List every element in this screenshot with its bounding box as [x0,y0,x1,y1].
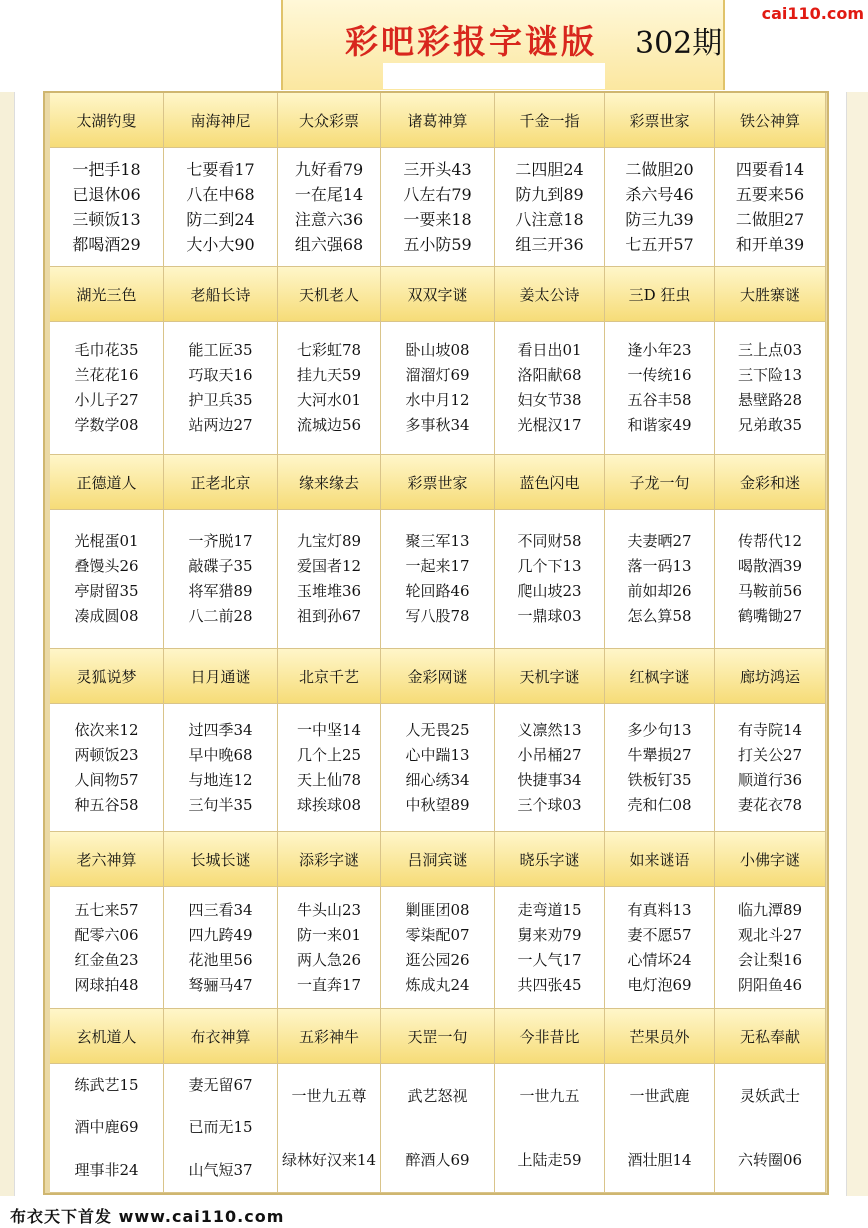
riddle-line: 炼成丸24 [405,975,470,994]
riddle-cell [495,322,605,455]
riddle-line: 天上仙78 [296,770,362,789]
column-header: 天机老人 [278,267,381,322]
column-header: 缘来缘去 [278,455,381,510]
riddle-line: 花池里56 [188,950,253,969]
riddle-line: 一齐脱17 [188,532,253,550]
column-header: 天机字谜 [495,649,605,704]
riddle-line: 一世九五尊 [291,1086,367,1105]
riddle-line: 依次来12 [74,720,139,739]
riddle-line: 一世武鹿 [629,1086,690,1105]
column-header: 太湖钓叟 [50,93,164,148]
riddle-line: 将军猎89 [188,582,253,600]
riddle-line: 八注意18 [515,210,584,229]
riddle-line: 与地连12 [188,770,253,789]
riddle-line: 一鼎球03 [517,607,582,625]
riddle-line: 灵妖武士 [739,1086,800,1105]
column-header: 今非昔比 [495,1009,605,1064]
column-header: 添彩字谜 [278,832,381,887]
riddle-line: 学数学08 [74,416,139,434]
riddle-line: 防二到24 [186,210,255,229]
riddle-cell [164,510,278,649]
riddle-line: 聚三军13 [405,532,470,550]
riddle-line: 悬壁路28 [737,391,803,409]
riddle-line: 马鞍前56 [737,582,803,600]
riddle-line: 牛犟损27 [627,745,692,764]
riddle-line: 五要来56 [735,185,805,204]
riddle-line: 杀六号46 [625,185,694,204]
column-header: 三D 狂虫 [605,267,715,322]
column-header: 长城长谜 [164,832,278,887]
riddle-line: 小吊桶27 [517,745,582,764]
riddle-line: 组六强68 [294,235,364,254]
riddle-line: 站两边27 [188,416,253,434]
riddle-cell [715,1064,826,1193]
riddle-line: 配零六06 [74,925,139,944]
column-header: 晓乐字谜 [495,832,605,887]
riddle-line: 有真料13 [627,900,692,919]
riddle-cell [381,148,495,267]
riddle-line: 一把手18 [72,160,141,179]
riddle-line: 打关公27 [737,745,803,764]
blank-strip [383,63,605,89]
riddle-cell [278,704,381,832]
footer-credit: 布衣天下首发 www.cai110.com [10,1207,285,1226]
riddle-cell [495,510,605,649]
riddle-line: 多少句13 [627,720,692,739]
riddle-line: 亭尉留35 [74,582,139,600]
column-header: 金彩和迷 [715,455,826,510]
riddle-line: 早中晚68 [188,745,253,764]
riddle-line: 多事秋34 [405,416,470,434]
riddle-cell [605,148,715,267]
riddle-line: 鹤嘴锄27 [737,607,803,625]
riddle-line: 二做胆27 [735,210,805,229]
riddle-line: 七五开57 [625,235,694,254]
riddle-line: 小儿子27 [74,391,139,409]
riddle-line: 练武艺15 [74,1075,139,1094]
riddle-cell [50,887,164,1009]
riddle-cell [278,887,381,1009]
column-header: 大众彩票 [278,93,381,148]
riddle-line: 已退休06 [72,185,141,204]
riddle-line: 舅来劝79 [517,925,582,944]
riddle-line: 中秋望89 [405,795,470,814]
riddle-line: 怎么算58 [627,607,692,625]
riddle-line: 一世九五 [519,1086,580,1105]
riddle-cell [381,887,495,1009]
column-header: 芒果员外 [605,1009,715,1064]
riddle-line: 两人急26 [296,950,362,969]
riddle-line: 几个下13 [517,557,582,575]
riddle-line: 防一来01 [296,925,362,944]
column-header: 布衣神算 [164,1009,278,1064]
riddle-cell [605,510,715,649]
title-banner [281,0,725,90]
riddle-line: 有寺院14 [737,720,803,739]
riddle-cell [278,1064,381,1193]
riddle-line: 流城边56 [296,416,362,434]
column-header: 正老北京 [164,455,278,510]
column-header: 灵狐说梦 [50,649,164,704]
riddle-line: 七要看17 [186,160,255,179]
column-header: 无私奉献 [715,1009,826,1064]
riddle-line: 光棍汉17 [517,416,582,434]
column-header: 吕洞宾谜 [381,832,495,887]
riddle-line: 夫妻晒27 [627,532,692,550]
riddle-line: 一在尾14 [294,185,364,204]
riddle-cell [164,148,278,267]
riddle-line: 都喝酒29 [72,235,141,254]
column-header: 老六神算 [50,832,164,887]
column-header: 红枫字谜 [605,649,715,704]
riddle-cell [605,322,715,455]
riddle-line: 二做胆20 [625,160,694,179]
column-header: 五彩神牛 [278,1009,381,1064]
riddle-line: 武艺怒视 [407,1086,468,1105]
riddle-line: 醉酒人69 [405,1150,470,1169]
column-header: 湖光三色 [50,267,164,322]
riddle-line: 阴阳鱼46 [737,975,803,994]
riddle-line: 注意六36 [294,210,364,229]
issue-number: 302期 [635,26,723,61]
riddle-line: 九好看79 [294,160,364,179]
riddle-cell [715,704,826,832]
riddle-cell [381,704,495,832]
riddle-cell [495,148,605,267]
riddle-line: 五七来57 [74,900,139,919]
riddle-line: 酒中鹿69 [74,1118,139,1137]
riddle-line: 玉堆堆36 [296,582,362,600]
riddle-line: 三下险13 [737,366,803,384]
riddle-cell [50,322,164,455]
riddle-cell [50,704,164,832]
riddle-cell [605,887,715,1009]
column-header: 如来谜语 [605,832,715,887]
riddle-line: 心情坏24 [627,950,692,969]
riddle-line: 二四胆24 [515,160,584,179]
riddle-line: 防九到89 [515,185,584,204]
riddle-line: 叠馒头26 [74,557,139,575]
column-header: 大胜寨谜 [715,267,826,322]
riddle-cell [605,704,715,832]
riddle-line: 走弯道15 [517,900,582,919]
riddle-line: 顺道行36 [737,770,803,789]
riddle-line: 和开单39 [735,235,805,254]
riddle-line: 三个球03 [517,795,582,814]
column-header: 诸葛神算 [381,93,495,148]
riddle-line: 四要看14 [735,160,805,179]
riddle-line: 三句半35 [188,795,253,814]
column-header: 玄机道人 [50,1009,164,1064]
riddle-cell [495,887,605,1009]
riddle-line: 防三九39 [625,210,694,229]
riddle-line: 种五谷58 [74,795,139,814]
riddle-line: 看日出01 [517,341,582,359]
riddle-line: 两顿饭23 [74,745,139,764]
riddle-line: 细心绣34 [405,770,470,789]
riddle-line: 妻无留67 [188,1075,253,1094]
riddle-line: 妇女节38 [517,391,582,409]
column-header: 铁公神算 [715,93,826,148]
riddle-cell [164,704,278,832]
riddle-line: 六转圈06 [737,1150,803,1169]
riddle-line: 轮回路46 [405,582,470,600]
riddle-line: 零柒配07 [405,925,470,944]
riddle-line: 网球拍48 [74,975,139,994]
riddle-line: 五小防59 [403,235,472,254]
riddle-cell [381,510,495,649]
riddle-line: 红金鱼23 [74,950,139,969]
riddle-line: 敲碟子35 [188,557,253,575]
riddle-cell [278,322,381,455]
riddle-line: 凑成圆08 [74,607,139,625]
column-header: 小佛字谜 [715,832,826,887]
riddle-line: 剿匪团08 [405,900,470,919]
riddle-line: 绿林好汉来14 [281,1150,377,1169]
riddle-line: 理事非24 [74,1161,139,1180]
left-margin [0,92,15,1196]
riddle-line: 壳和仁08 [627,795,692,814]
column-header: 千金一指 [495,93,605,148]
riddle-line: 一要来18 [403,210,472,229]
riddle-line: 临九潭89 [737,900,803,919]
riddle-cell [164,322,278,455]
riddle-cell [715,148,826,267]
riddle-line: 逛公园26 [405,950,470,969]
riddle-line: 九宝灯89 [296,532,362,550]
riddle-line: 四九跨49 [188,925,253,944]
riddle-line: 不同财58 [517,532,582,550]
riddle-cell [164,1064,278,1193]
column-header: 正德道人 [50,455,164,510]
column-header: 北京千艺 [278,649,381,704]
column-header: 廊坊鸿运 [715,649,826,704]
column-header: 蓝色闪电 [495,455,605,510]
riddle-cell [164,887,278,1009]
riddle-line: 共四张45 [517,975,582,994]
column-header: 金彩网谜 [381,649,495,704]
riddle-line: 过四季34 [188,720,253,739]
riddle-line: 一起来17 [405,557,470,575]
riddle-cell [50,510,164,649]
column-header: 双双字谜 [381,267,495,322]
riddle-line: 兄弟敢35 [737,416,803,434]
riddle-line: 逢小年23 [627,341,692,359]
riddle-line: 妻花衣78 [737,795,803,814]
riddle-line: 光棍蛋01 [74,532,139,550]
riddle-line: 心中踹13 [405,745,470,764]
riddle-line: 毛巾花35 [74,341,139,359]
riddle-line: 牛头山23 [296,900,362,919]
riddle-line: 护卫兵35 [188,391,253,409]
right-margin [846,92,868,1196]
riddle-cell [381,322,495,455]
riddle-line: 一中坚14 [296,720,362,739]
riddle-line: 大小大90 [186,235,255,254]
riddle-line: 七彩虹78 [296,341,362,359]
riddle-line: 爬山坡23 [517,582,582,600]
column-header: 日月通谜 [164,649,278,704]
riddle-line: 三上点03 [737,341,803,359]
riddle-line: 会让梨16 [737,950,803,969]
riddle-line: 大河水01 [296,391,362,409]
riddle-line: 驽骊马47 [188,975,253,994]
column-header: 姜太公诗 [495,267,605,322]
riddle-line: 三开头43 [403,160,472,179]
riddle-line: 传帮代12 [737,532,803,550]
riddle-line: 快捷事34 [517,770,582,789]
riddle-line: 水中月12 [405,391,470,409]
riddle-cell [605,1064,715,1193]
riddle-line: 酒壮胆14 [627,1150,692,1169]
riddle-cell [715,510,826,649]
riddle-line: 写八股78 [405,607,470,625]
riddle-cell [715,322,826,455]
riddle-cell [278,510,381,649]
site-watermark: cai110.com [761,4,864,23]
riddle-cell [381,1064,495,1193]
riddle-line: 洛阳献68 [517,366,582,384]
riddle-grid [50,93,826,1193]
riddle-cell [278,148,381,267]
riddle-line: 挂九天59 [296,366,362,384]
riddle-line: 八二前28 [188,607,253,625]
riddle-line: 祖到孙67 [296,607,362,625]
riddle-line: 妻不愿57 [627,925,692,944]
riddle-cell [715,887,826,1009]
riddle-cell [495,1064,605,1193]
riddle-line: 爱国者12 [296,557,362,575]
riddle-line: 已而无15 [188,1118,253,1137]
riddle-cell [495,704,605,832]
riddle-line: 卧山坡08 [405,341,470,359]
column-header: 南海神尼 [164,93,278,148]
column-header: 老船长诗 [164,267,278,322]
riddle-line: 溜溜灯69 [405,366,470,384]
riddle-line: 球挨球08 [296,795,362,814]
column-header: 子龙一句 [605,455,715,510]
column-header: 彩票世家 [381,455,495,510]
riddle-line: 上陆走59 [517,1150,582,1169]
riddle-line: 八在中68 [186,185,255,204]
riddle-line: 一直奔17 [296,975,362,994]
column-header: 天罡一句 [381,1009,495,1064]
riddle-line: 电灯泡69 [627,975,692,994]
riddle-line: 落一码13 [627,557,692,575]
riddle-line: 组三开36 [515,235,584,254]
column-header: 彩票世家 [605,93,715,148]
riddle-line: 和谐家49 [627,416,692,434]
riddle-line: 观北斗27 [737,925,803,944]
riddle-cell [50,148,164,267]
riddle-line: 几个上25 [296,745,362,764]
riddle-line: 兰花花16 [74,366,139,384]
riddle-line: 四三看34 [188,900,253,919]
riddle-cell [50,1064,164,1193]
riddle-line: 巧取天16 [188,366,253,384]
riddle-line: 前如却26 [627,582,692,600]
riddle-line: 能工匠35 [188,341,253,359]
page-title: 彩吧彩报字谜版 [345,22,597,61]
riddle-line: 八左右79 [403,185,472,204]
riddle-line: 一传统16 [627,366,692,384]
riddle-line: 三顿饭13 [72,210,141,229]
riddle-line: 铁板钉35 [627,770,692,789]
riddle-line: 五谷丰58 [627,391,692,409]
riddle-line: 义凛然13 [517,720,582,739]
riddle-line: 人无畏25 [405,720,470,739]
riddle-line: 一人气17 [517,950,582,969]
riddle-line: 人间物57 [74,770,139,789]
riddle-line: 山气短37 [188,1161,253,1180]
riddle-line: 喝散酒39 [737,557,803,575]
